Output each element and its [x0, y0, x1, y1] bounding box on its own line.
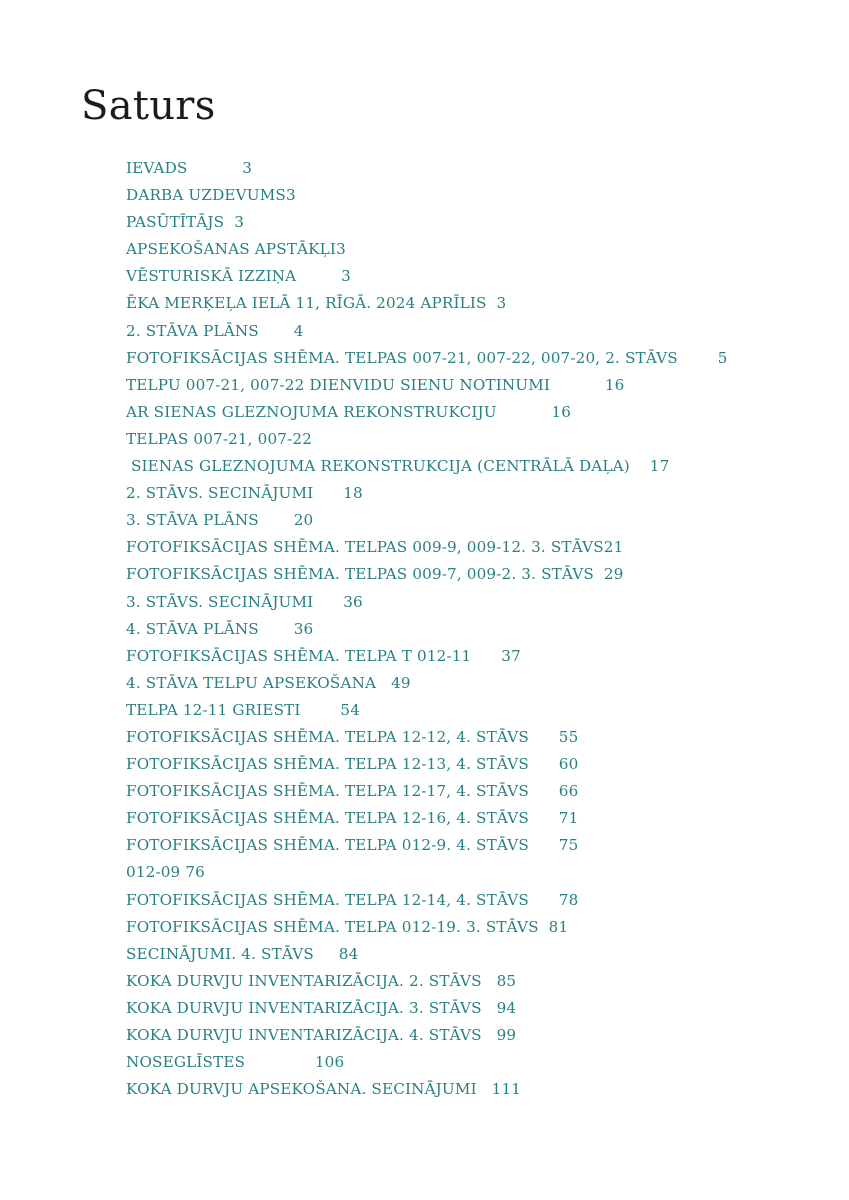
- toc-entry-title: TELPAS 007-21, 007-22: [126, 429, 313, 448]
- toc-entry-page-number: 17: [649, 457, 670, 476]
- toc-entry-page-number: 71: [558, 809, 579, 828]
- toc-entry-title: 2. STĀVA PLĀNS: [126, 321, 259, 340]
- toc-entry-page-number: 66: [558, 782, 579, 801]
- toc-entry-page-number: 54: [340, 700, 361, 719]
- toc-entry[interactable]: [126, 887, 826, 914]
- toc-entry-title: VĒSTURISKĀ IZZIŅA: [126, 267, 297, 286]
- toc-entry-gap: [482, 972, 497, 990]
- toc-entry-page-number: 60: [558, 755, 579, 774]
- toc-entry-title: FOTOFIKSĀCIJAS SHĒMA. TELPAS 009-7, 009-2. 3. STĀVS: [126, 565, 594, 584]
- toc-entry-title: SECINĀJUMI. 4. STĀVS: [126, 944, 314, 963]
- toc-entry-gap: [471, 647, 501, 665]
- toc-entry-gap: [477, 1080, 492, 1098]
- toc-entry[interactable]: [126, 1049, 826, 1076]
- toc-entry-title: FOTOFIKSĀCIJAS SHĒMA. TELPAS 009-9, 009-12. 3. STĀVS: [126, 538, 604, 557]
- toc-entry-gap: [259, 322, 294, 340]
- toc-entry-title: TELPA 12-11 GRIESTI: [126, 700, 301, 719]
- toc-entry-page-number: 85: [496, 971, 517, 990]
- toc-entry-gap: [187, 159, 242, 177]
- toc-entry-title: KOKA DURVJU INVENTARIZĀCIJA. 2. STĀVS: [126, 971, 482, 990]
- toc-entry[interactable]: [126, 1022, 826, 1049]
- toc-entry[interactable]: [126, 290, 826, 317]
- toc-entry-page-number: 99: [496, 1026, 517, 1044]
- toc-entry-page-number: 16: [604, 375, 625, 394]
- toc-entry[interactable]: [126, 507, 826, 534]
- toc-entry-gap: [259, 620, 294, 638]
- toc-entry-page-number: 81: [548, 917, 569, 936]
- toc-entry-gap: [313, 593, 343, 611]
- toc-entry-title: FOTOFIKSĀCIJAS SHĒMA. TELPA 012-9. 4. STĀVS: [126, 836, 529, 855]
- toc-entry-title: FOTOFIKSĀCIJAS SHĒMA. TELPA 012-19. 3. STĀVS: [126, 917, 539, 936]
- toc-entry-title: FOTOFIKSĀCIJAS SHĒMA. TELPA 12-13, 4. STĀVS: [126, 755, 529, 774]
- toc-entry[interactable]: [126, 643, 826, 670]
- toc-entry-page-number: 49: [391, 673, 411, 692]
- toc-entry-title: NOSEGLĪSTES: [126, 1053, 246, 1072]
- toc-entry-page-number: 106: [314, 1053, 345, 1072]
- toc-entry[interactable]: [126, 670, 826, 697]
- toc-entry-page-number: 36: [293, 619, 314, 638]
- toc-entry-gap: [487, 294, 497, 312]
- toc-entry[interactable]: [126, 480, 826, 507]
- toc-entry[interactable]: [126, 995, 826, 1022]
- toc-entry-page-number: 111: [491, 1080, 522, 1099]
- toc-entry-gap: [630, 457, 650, 475]
- toc-entry-title: FOTOFIKSĀCIJAS SHĒMA. TELPA 12-14, 4. STĀVS: [126, 890, 529, 909]
- toc-entry[interactable]: [126, 616, 826, 643]
- toc-entry-title: IEVADS: [126, 159, 188, 177]
- toc-entry-title: KOKA DURVJU INVENTARIZĀCIJA. 3. STĀVS: [126, 998, 482, 1017]
- toc-entry-title: 012-09: [126, 863, 181, 882]
- toc-entry-title: 3. STĀVA PLĀNS: [126, 511, 259, 530]
- toc-entry[interactable]: [126, 453, 826, 480]
- toc-entry-gap: [678, 349, 718, 367]
- toc-entry-gap: [259, 511, 294, 529]
- toc-entry-gap: [224, 213, 234, 231]
- toc-entry-title: FOTOFIKSĀCIJAS SHĒMA. TELPA 12-16, 4. STĀVS: [126, 809, 529, 828]
- toc-entry-gap: [376, 674, 391, 692]
- toc-entry-title: 4. STĀVA TELPU APSEKOŠANA: [126, 673, 377, 692]
- toc-entry-page-number: 75: [558, 836, 579, 855]
- toc-entry[interactable]: [126, 372, 826, 399]
- toc-entry[interactable]: [126, 778, 826, 805]
- toc-entry[interactable]: [126, 236, 826, 263]
- toc-entry-title: TELPU 007-21, 007-22 DIENVIDU SIENU NOTINUMI: [126, 375, 551, 394]
- toc-entry[interactable]: [126, 751, 826, 778]
- toc-entry-gap: [594, 565, 604, 583]
- toc-entry[interactable]: [126, 399, 826, 426]
- toc-entry-title: FOTOFIKSĀCIJAS SHĒMA. TELPA 12-12, 4. STĀVS: [126, 727, 529, 746]
- toc-entry-page-number: 76: [185, 863, 205, 882]
- toc-entry-title: 3. STĀVS. SECINĀJUMI: [126, 592, 314, 611]
- toc-entry-page-number: 16: [551, 402, 572, 421]
- toc-entry-gap: [482, 999, 497, 1017]
- toc-entry-page-number: 3: [341, 267, 351, 286]
- toc-entry-page-number: 20: [293, 511, 314, 530]
- toc-entry[interactable]: [126, 561, 826, 588]
- toc-entry-gap: [550, 376, 605, 394]
- toc-entry-gap: [529, 809, 559, 827]
- toc-entry[interactable]: [126, 426, 826, 453]
- toc-entry-gap: [301, 701, 341, 719]
- toc-entry-page-number: 18: [343, 484, 363, 503]
- toc-entry-page-number: 4: [293, 321, 304, 340]
- toc-entry-gap: [529, 891, 559, 909]
- toc-entry-title: DARBA UZDEVUMS: [126, 186, 286, 205]
- toc-entry[interactable]: [126, 859, 826, 886]
- toc-entry-title: KOKA DURVJU INVENTARIZĀCIJA. 4. STĀVS: [126, 1026, 482, 1044]
- toc-entry-title: APSEKOŠANAS APSTĀKĻI: [126, 240, 337, 259]
- toc-entry-gap: [245, 1053, 315, 1071]
- toc-entry[interactable]: [126, 968, 826, 995]
- toc-entry-gap: [529, 755, 559, 773]
- toc-entry-page-number: 29: [603, 565, 624, 584]
- toc-entry-gap: [314, 945, 339, 963]
- toc-entry-gap: [529, 728, 559, 746]
- toc-entry-page-number: 36: [343, 592, 363, 611]
- toc-entry-page-number: 5: [717, 348, 728, 367]
- toc-entry-gap: [529, 782, 559, 800]
- page-title: Saturs: [81, 83, 216, 129]
- toc-entry-title: PASŪTĪTĀJS: [126, 213, 225, 232]
- toc-entry-gap: [296, 267, 341, 285]
- toc-entry-gap: [313, 484, 343, 502]
- table-of-contents: [126, 155, 826, 1103]
- toc-entry[interactable]: [126, 805, 826, 832]
- toc-entry-title: FOTOFIKSĀCIJAS SHĒMA. TELPA T 012-11: [126, 646, 472, 665]
- toc-entry[interactable]: [126, 209, 826, 236]
- toc-entry-title: SIENAS GLEZNOJUMA REKONSTRUKCIJA (CENTRĀLĀ DAĻA): [126, 457, 630, 476]
- toc-entry[interactable]: [126, 914, 826, 941]
- toc-entry[interactable]: [126, 697, 826, 724]
- toc-entry-title: AR SIENAS GLEZNOJUMA REKONSTRUKCIJU: [126, 402, 497, 421]
- toc-entry-gap: [482, 1026, 497, 1044]
- toc-entry-page-number: 78: [558, 890, 579, 909]
- toc-entry-page-number: 21: [603, 538, 624, 557]
- toc-entry-page-number: 55: [558, 727, 579, 746]
- toc-entry-title: FOTOFIKSĀCIJAS SHĒMA. TELPA 12-17, 4. STĀVS: [126, 782, 529, 801]
- toc-entry-page-number: 84: [338, 944, 359, 963]
- toc-entry-title: KOKA DURVJU APSEKOŠANA. SECINĀJUMI: [126, 1080, 477, 1099]
- toc-entry-page-number: 94: [496, 998, 517, 1017]
- toc-entry[interactable]: [126, 941, 826, 968]
- toc-entry[interactable]: [126, 318, 826, 345]
- toc-entry-gap: [497, 403, 552, 421]
- toc-entry[interactable]: [126, 724, 826, 751]
- toc-entry-title: ĒKA MERĶEĻA IELĀ 11, RĪGĀ. 2024 APRĪLIS: [126, 294, 487, 313]
- toc-entry-page-number: 3: [285, 186, 296, 205]
- toc-entry-page-number: 3: [496, 294, 507, 313]
- toc-entry-page-number: 3: [242, 159, 253, 177]
- toc-entry[interactable]: [126, 534, 826, 561]
- toc-entry[interactable]: [126, 345, 826, 372]
- toc-entry[interactable]: [126, 182, 826, 209]
- toc-entry[interactable]: [126, 832, 826, 859]
- toc-entry-page-number: 37: [501, 646, 521, 665]
- toc-entry-title: 2. STĀVS. SECINĀJUMI: [126, 484, 314, 503]
- toc-entry[interactable]: [126, 263, 826, 290]
- toc-entry-gap: [539, 918, 549, 936]
- toc-entry[interactable]: [126, 589, 826, 616]
- toc-entry-title: FOTOFIKSĀCIJAS SHĒMA. TELPAS 007-21, 007-22, 007-20, 2. STĀVS: [126, 348, 678, 367]
- toc-entry[interactable]: [126, 1076, 826, 1103]
- toc-entry-gap: [529, 836, 559, 854]
- toc-entry-page-number: 3: [234, 213, 245, 232]
- toc-entry-page-number: 3: [336, 240, 346, 259]
- toc-entry-title: 4. STĀVA PLĀNS: [126, 619, 259, 638]
- toc-entry[interactable]: [126, 155, 826, 182]
